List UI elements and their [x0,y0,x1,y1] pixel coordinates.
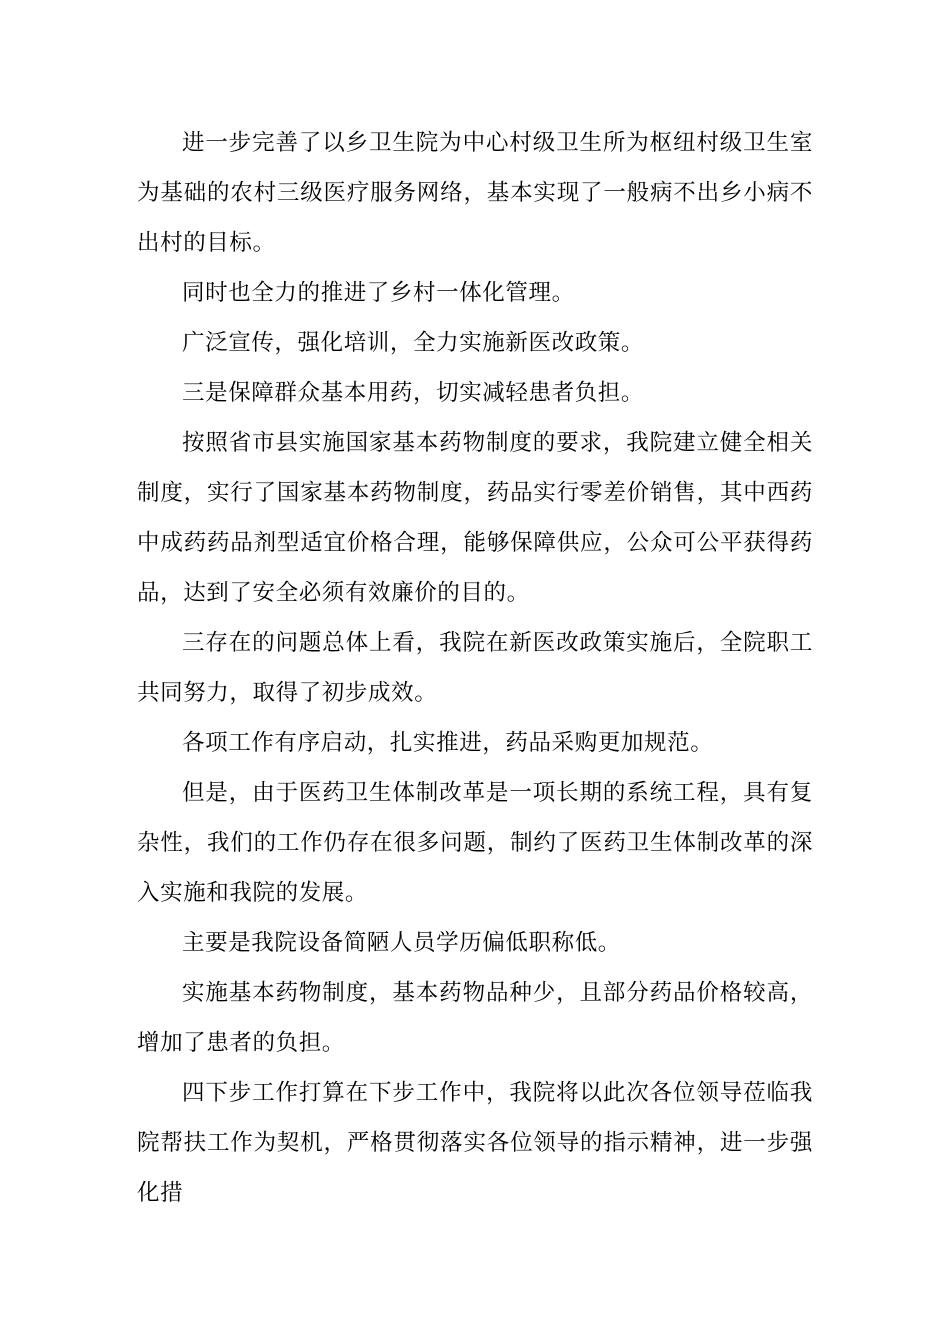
paragraph-10: 实施基本药物制度，基本药物品种少，且部分药品价格较高，增加了患者的负担。 [137,980,813,1056]
paragraph-4: 三是保障群众基本用药，切实减轻患者负担。 [182,380,645,406]
paragraph-5: 按照省市县实施国家基本药物制度的要求，我院建立健全相关制度，实行了国家基本药物制度，药品实行零差价销售，其中西药中成药药品剂型适宜价格合理，能够保障供应，公众可公平获得药品，达到了安全必须有效廉价的目的。 [137,430,813,606]
paragraph-8: 但是，由于医药卫生体制改革是一项长期的系统工程，具有复杂性，我们的工作仍存在很多问题，制约了医药卫生体制改革的深入实施和我院的发展。 [137,780,813,906]
paragraph-6: 三存在的问题总体上看，我院在新医改政策实施后，全院职工共同努力，取得了初步成效。 [137,630,813,706]
document-body [137,118,813,1218]
paragraph-7: 各项工作有序启动，扎实推进，药品采购更加规范。 [182,730,714,756]
paragraph-3: 广泛宣传，强化培训，全力实施新医改政策。 [182,330,645,356]
paragraph-9: 主要是我院设备简陋人员学历偏低职称低。 [182,930,621,956]
paragraph-1: 进一步完善了以乡卫生院为中心村级卫生所为枢纽村级卫生室为基础的农村三级医疗服务网络，基本实现了一般病不出乡小病不出村的目标。 [137,130,813,256]
paragraph-11: 四下步工作打算在下步工作中，我院将以此次各位领导莅临我院帮扶工作为契机，严格贯彻落实各位领导的指示精神，进一步强化措 [137,1080,813,1206]
paragraph-2: 同时也全力的推进了乡村一体化管理。 [182,280,575,306]
